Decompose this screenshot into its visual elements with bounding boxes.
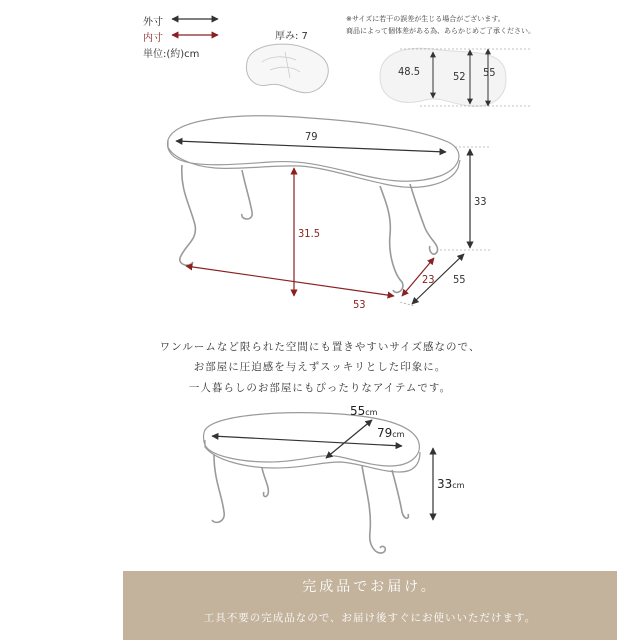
legend-outer-label: 外寸 (143, 17, 163, 28)
dim-depth-outer: 55 (453, 273, 466, 286)
dim-height-inner: 31.5 (298, 227, 321, 240)
unit-label: 単位:(約)cm (143, 49, 200, 60)
thickness-label: 厚み: 7 (275, 31, 308, 42)
second-dim-depth (350, 404, 377, 418)
dim-span-inner: 53 (353, 298, 366, 311)
top-view-dim-outer: 55 (483, 66, 496, 79)
legend-inner-label: 内寸 (143, 33, 163, 44)
second-dim-length-value: 79 (377, 426, 393, 440)
main-table-drawing (168, 116, 491, 306)
second-dim-height-value: 33 (437, 477, 453, 491)
top-view-dim-inner: 48.5 (398, 65, 421, 78)
second-dim-length-unit: cm (392, 430, 405, 439)
note-line-1: ※サイズに若干の誤差が生じる場合がございます。 (346, 15, 505, 23)
second-dim-depth-unit: cm (365, 408, 378, 417)
tabletop-thumbnail (247, 44, 329, 93)
description-line-1: ワンルームなど限られた空間にも置きやすいサイズ感なので、 (159, 341, 481, 353)
second-dim-length (377, 426, 404, 440)
banner-title: 完成品でお届け。 (302, 579, 438, 595)
second-dim-height (437, 477, 464, 491)
dim-depth-inner: 23 (422, 273, 435, 286)
dim-length: 79 (305, 130, 318, 143)
note-line-2: 商品によって個体差がある為、あらかじめご了承ください。 (346, 27, 535, 35)
second-dim-height-unit: cm (452, 481, 465, 490)
top-view-dim-mid: 52 (453, 70, 466, 83)
description-line-3: 一人暮らしのお部屋にもぴったりなアイテムです。 (188, 382, 452, 394)
second-dim-depth-value: 55 (350, 404, 366, 418)
dim-height-outer: 33 (474, 195, 487, 208)
description-line-2: お部屋に圧迫感を与えずスッキリとした印象に。 (193, 361, 447, 373)
banner-subtitle: 工具不要の完成品なので、お届け後すぐにお使いいただけます。 (203, 612, 537, 624)
